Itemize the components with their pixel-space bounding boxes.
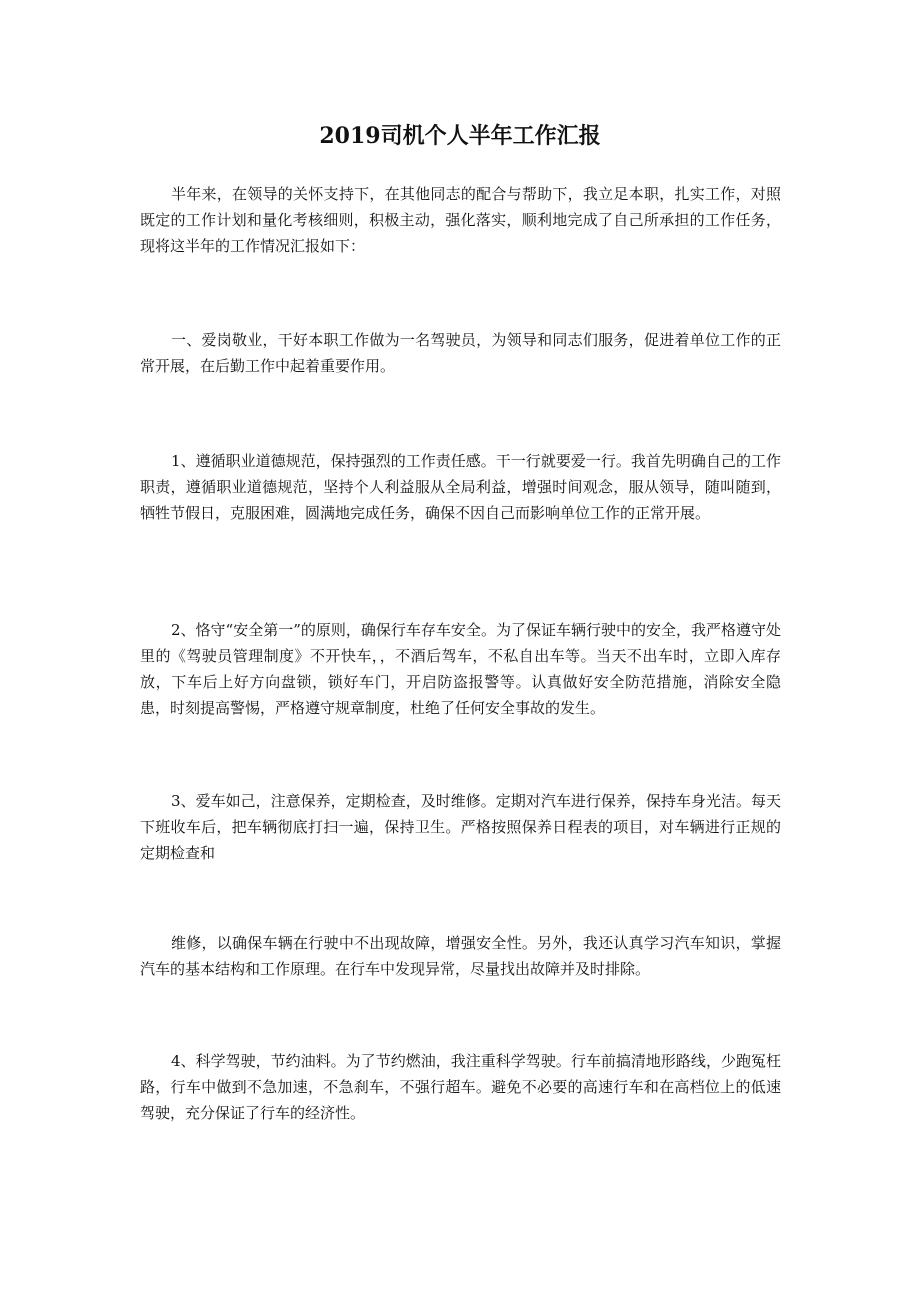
document-title: 2019司机个人半年工作汇报 (319, 123, 601, 149)
paragraph-item-1: 1、遵循职业道德规范，保持强烈的工作责任感。干一行就要爱一行。我首先明确自己的工作职责，遵循职业道德规范，坚持个人利益服从全局利益，增强时间观念，服从领导，随叫随到，牺牲节假日，克服困难，圆满地完成任务，确保不因自己而影响单位工作的正常开展。 (140, 452, 781, 522)
paragraph-intro: 半年来，在领导的关怀支持下，在其他同志的配合与帮助下，我立足本职，扎实工作，对照既定的工作计划和量化考核细则，积极主动，强化落实，顺利地完成了自己所承担的工作任务，现将这半年的工作情况汇报如下： (140, 185, 781, 255)
paragraph-item-3: 3、爱车如己，注意保养，定期检查，及时维修。定期对汽车进行保养，保持车身光洁。每天下班收车后，把车辆彻底打扫一遍，保持卫生。严格按照保养日程表的项目，对车辆进行正规的定期检查和 (140, 792, 781, 862)
paragraph-item-4: 4、科学驾驶，节约油料。为了节约燃油，我注重科学驾驶。行车前搞清地形路线，少跑冤枉路，行车中做到不急加速，不急刹车，不强行超车。避免不必要的高速行车和在高档位上的低速驾驶，充分保证了行车的经济性。 (140, 1052, 781, 1122)
paragraph-item-3-continued: 维修，以确保车辆在行驶中不出现故障，增强安全性。另外，我还认真学习汽车知识，掌握汽车的基本结构和工作原理。在行车中发现异常，尽量找出故障并及时排除。 (140, 934, 781, 978)
paragraph-item-2: 2、恪守“安全第一”的原则，确保行车存车安全。为了保证车辆行驶中的安全，我严格遵守处里的《驾驶员管理制度》不开快车，，不酒后驾车，不私自出车等。当天不出车时，立即入库存放，下车后上好方向盘锁，锁好车门，开启防盗报警等。认真做好安全防范措施，消除安全隐患，时刻提高警惕，严格遵守规章制度，杜绝了任何安全事故的发生。 (140, 621, 781, 717)
paragraph-section-one: 一、爱岗敬业，干好本职工作做为一名驾驶员，为领导和同志们服务，促进着单位工作的正常开展，在后勤工作中起着重要作用。 (140, 331, 781, 375)
